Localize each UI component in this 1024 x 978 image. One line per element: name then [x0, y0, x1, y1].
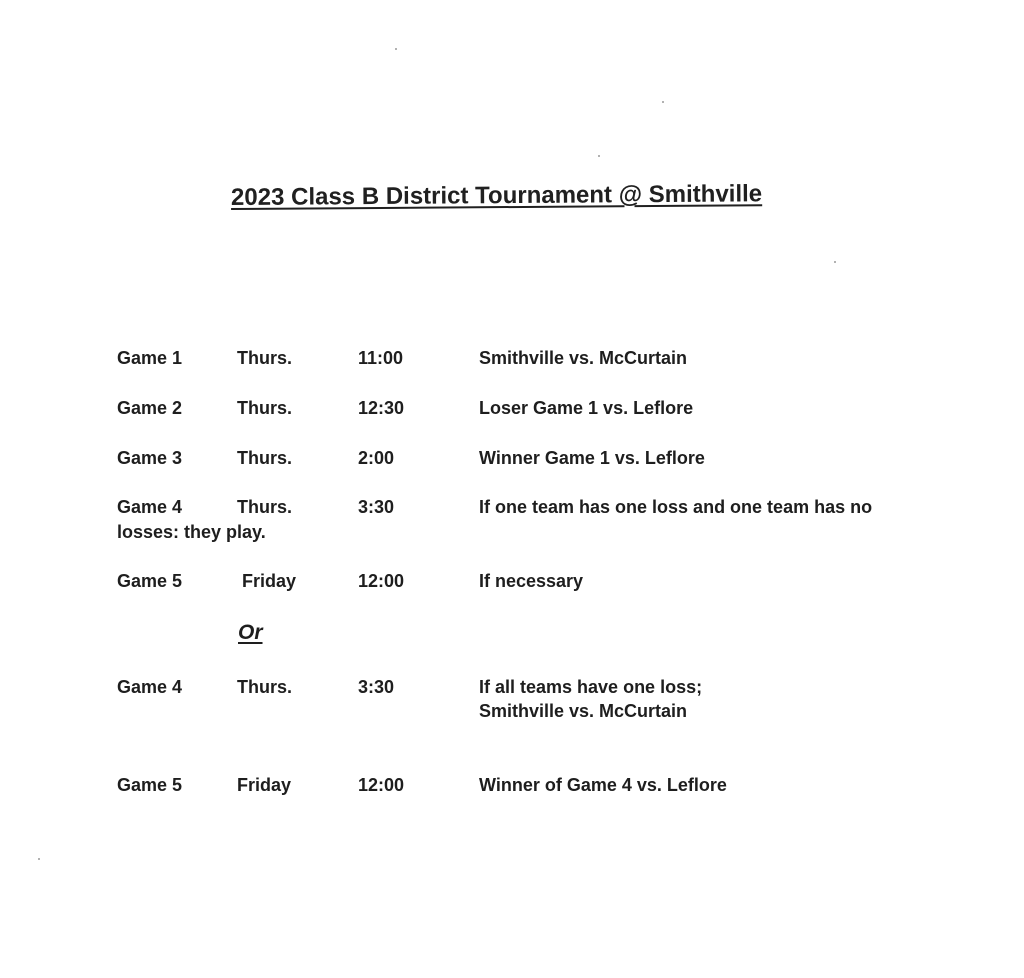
game-label: Game 2: [117, 398, 183, 418]
game-matchup: Winner Game 1 vs. Leflore: [479, 448, 705, 468]
game-label: Game 3: [117, 448, 183, 468]
document-title: 2023 Class B District Tournament @ Smithville: [230, 180, 763, 211]
game-day: Thurs.: [237, 497, 293, 517]
game-matchup: If necessary: [479, 571, 584, 591]
game-time: 3:30: [358, 497, 395, 517]
game-matchup: Smithville vs. McCurtain: [479, 348, 688, 368]
game-day: Thurs.: [237, 448, 293, 468]
game-day: Thurs.: [237, 348, 293, 368]
game-matchup-continued: losses: they play.: [117, 522, 266, 542]
game-day: Friday: [242, 571, 297, 591]
game-day: Friday: [237, 775, 292, 795]
game-time: 12:30: [358, 398, 405, 418]
game-matchup: If all teams have one loss;: [479, 677, 703, 697]
game-matchup-continued: Smithville vs. McCurtain: [479, 701, 688, 721]
scan-speck: [598, 155, 600, 157]
game-matchup: Loser Game 1 vs. Leflore: [479, 398, 694, 418]
game-matchup: Winner of Game 4 vs. Leflore: [479, 775, 727, 795]
game-time: 12:00: [358, 775, 405, 795]
scan-speck: [662, 101, 664, 103]
game-label: Game 5: [117, 775, 183, 795]
scan-speck: [38, 858, 40, 860]
game-matchup: If one team has one loss and one team has no: [479, 497, 873, 517]
scan-speck: [834, 261, 836, 263]
game-day: Thurs.: [237, 677, 293, 697]
game-time: 2:00: [358, 448, 395, 468]
game-label: Game 1: [117, 348, 183, 368]
game-label: Game 4: [117, 497, 183, 517]
game-time: 12:00: [358, 571, 405, 591]
game-label: Game 5: [117, 571, 183, 591]
game-time: 3:30: [358, 677, 395, 697]
game-label: Game 4: [117, 677, 183, 697]
or-separator: Or: [238, 621, 263, 644]
game-day: Thurs.: [237, 398, 293, 418]
game-time: 11:00: [358, 348, 404, 368]
scan-speck: [395, 48, 397, 50]
